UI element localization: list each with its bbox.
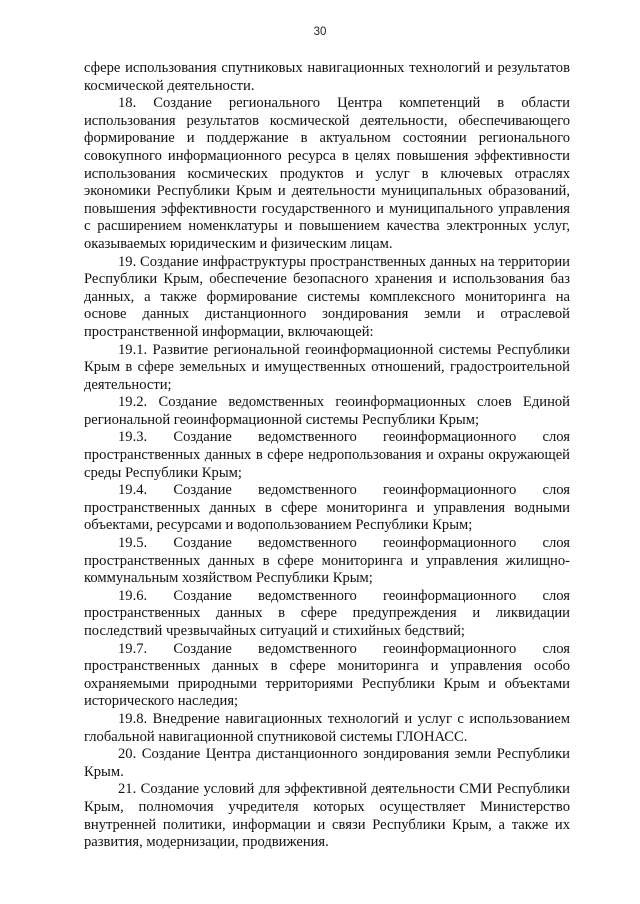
paragraph: 21. Создание условий для эффективной деятельности СМИ Республики Крым, полномочия учредителя которых осуществляет Министерство внутренней политики, информации и связи Республики Крым, а также их развития, модернизации, продвижения. xyxy=(84,781,570,851)
paragraph: 19.4. Создание ведомственного геоинформационного слоя пространственных данных в сфере мониторинга и управления водными объектами, ресурсами и водопользованием Республики Крым; xyxy=(84,482,570,534)
paragraph: 19.5. Создание ведомственного геоинформационного слоя пространственных данных в сфере мониторинга и управления жилищно-коммунальным хозяйством Республики Крым; xyxy=(84,535,570,587)
paragraph: 19.1. Развитие региональной геоинформационной системы Республики Крым в сфере земельных и имущественных отношений, градостроительной деятельности; xyxy=(84,341,570,393)
paragraph: 19.8. Внедрение навигационных технологий и услуг с использованием глобальной навигационной спутниковой системы ГЛОНАСС. xyxy=(84,710,570,745)
paragraph: 18. Создание регионального Центра компетенций в области использования результатов космической деятельности, обеспечивающего формирование и поддержание в актуальном состоянии регионального совокупного информационного ресурса в целях повышения эффективности использования космических продуктов и услуг в ключевых отраслях экономики Республики Крым и деятельности муниципальных образований, повышения эффективности государственного и муниципального управления с расширением номенклатуры и повышением качества электронных услуг, оказываемых юридическим и физическим лицам. xyxy=(84,95,570,252)
paragraph: 19. Создание инфраструктуры пространственных данных на территории Республики Крым, обеспечение безопасного хранения и использования баз данных, а также формирование системы комплексного мониторинга на основе данных дистанционного зондирования земли и отраслевой пространственной информации, включающей: xyxy=(84,253,570,340)
paragraph: 19.3. Создание ведомственного геоинформационного слоя пространственных данных в сфере недропользования и охраны окружающей среды Республики Крым; xyxy=(84,429,570,481)
paragraph: 19.7. Создание ведомственного геоинформационного слоя пространственных данных в сфере мониторинга и управления особо охраняемыми природными территориями Республики Крым и объектами исторического наследия; xyxy=(84,640,570,710)
paragraph: 19.2. Создание ведомственных геоинформационных слоев Единой региональной геоинформационной системы Республики Крым; xyxy=(84,394,570,428)
document-body xyxy=(84,60,570,852)
paragraph: сфере использования спутниковых навигационных технологий и результатов космической деятельности. xyxy=(84,60,570,94)
paragraph: 19.6. Создание ведомственного геоинформационного слоя пространственных данных в сфере предупреждения и ликвидации последствий чрезвычайных ситуаций и стихийных бедствий; xyxy=(84,587,570,639)
page-number: 30 xyxy=(313,26,327,38)
paragraph: 20. Создание Центра дистанционного зондирования земли Республики Крым. xyxy=(84,746,570,780)
